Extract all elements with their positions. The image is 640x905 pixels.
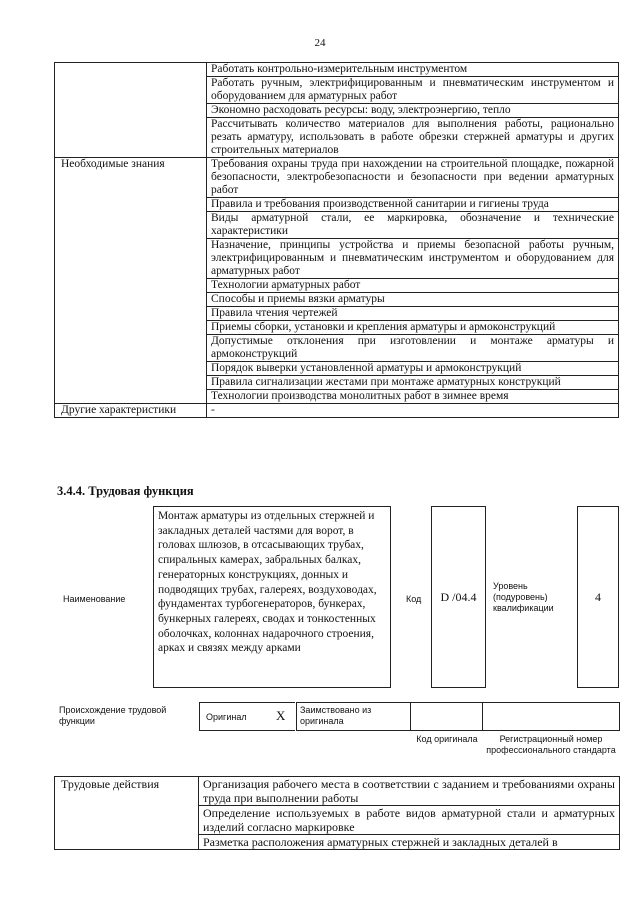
knowledge-row: Приемы сборки, установки и крепления арматуры и армоконструкций xyxy=(207,321,619,335)
knowledge-row: Требования охраны труда при нахождении на строительной площадке, пожарной безопасности, электробезопасности и безопасности при ведении арматурных работ xyxy=(207,158,619,198)
skill-row: Экономно расходовать ресурсы: воду, электроэнергию, тепло xyxy=(207,104,619,118)
page-number: 24 xyxy=(314,37,326,49)
function-name-box: Монтаж арматуры из отдельных стержней и закладных деталей частями для ворот, в головах шлюзов, в отсасывающих трубах, спиральных камерах, забральных балках, генераторных конструкциях, донных и подводящих трубах, галереях, воздуховодах, фундаментах турбогенераторов, бункерах, бункерных галереях, сводах и тонкостенных оболочках, колоннах надарочного строения, арках и связях между арками xyxy=(153,506,391,688)
borrowed-label: Заимствовано из оригинала xyxy=(300,705,372,726)
name-label: Наименование xyxy=(63,594,126,604)
labor-action-row: Организация рабочего места в соответствии с заданием и требованиями охраны труда при выполнении работы xyxy=(199,777,620,806)
knowledge-row: Порядок выверки установленной арматуры и армоконструкций xyxy=(207,362,619,376)
knowledge-row: Назначение, принципы устройства и приемы безопасной работы ручным, электрифицированным и пневматическим инструментом и оборудованием для арматурных работ xyxy=(207,239,619,279)
code-original-label: Код оригинала xyxy=(416,734,478,744)
knowledge-row: Допустимые отклонения при изготовлении и монтаже арматуры и армоконструкций xyxy=(207,335,619,362)
knowledge-row: Правила и требования производственной санитарии и гигиены труда xyxy=(207,198,619,212)
knowledge-row: Правила сигнализации жестами при монтаже арматурных конструкций xyxy=(207,376,619,390)
labor-actions-label: Трудовые действия xyxy=(55,777,199,850)
labor-action-row: Определение используемых в работе видов арматурной стали и арматурных изделий согласно маркировке xyxy=(199,806,620,835)
origin-label: Происхождение трудовой функции xyxy=(59,705,167,726)
other-characteristics-label: Другие характеристики xyxy=(55,404,207,418)
original-label: Оригинал xyxy=(206,712,247,722)
code-label: Код xyxy=(406,594,422,604)
qualification-level-label: Уровень (подуровень) квалификации xyxy=(493,581,554,613)
reg-number-label: Регистрационный номер профессионального стандарта xyxy=(486,734,616,755)
qualification-level-box: 4 xyxy=(577,506,619,688)
other-characteristics-value: - xyxy=(207,404,619,418)
labor-action-row: Разметка расположения арматурных стержней и закладных деталей в xyxy=(199,835,620,850)
skill-row: Работать ручным, электрифицированным и пневматическим инструментом и оборудованием для арматурных работ xyxy=(207,77,619,104)
knowledge-row: Правила чтения чертежей xyxy=(207,307,619,321)
original-mark: X xyxy=(276,708,286,723)
knowledge-label: Необходимые знания xyxy=(55,158,207,404)
knowledge-row: Технологии арматурных работ xyxy=(207,279,619,293)
code-value-box: D /04.4 xyxy=(431,506,486,688)
origin-cell-code xyxy=(410,702,482,731)
skills-knowledge-table xyxy=(54,62,619,418)
knowledge-row: Виды арматурной стали, ее маркировка, обозначение и технические характеристики xyxy=(207,212,619,239)
continuation-label-cell xyxy=(55,63,207,158)
section-title: 3.4.4. Трудовая функция xyxy=(57,484,194,498)
knowledge-row: Технологии производства монолитных работ в зимнее время xyxy=(207,390,619,404)
origin-cell-reg-number xyxy=(482,702,620,731)
skill-row: Рассчитывать количество материалов для выполнения работы, рационально резать арматуру, использовать в работе обрезки стержней арматуры и других строительных материалов xyxy=(207,118,619,158)
knowledge-row: Способы и приемы вязки арматуры xyxy=(207,293,619,307)
skill-row: Работать контрольно-измерительным инструментом xyxy=(207,63,619,77)
labor-actions-table xyxy=(54,776,620,850)
